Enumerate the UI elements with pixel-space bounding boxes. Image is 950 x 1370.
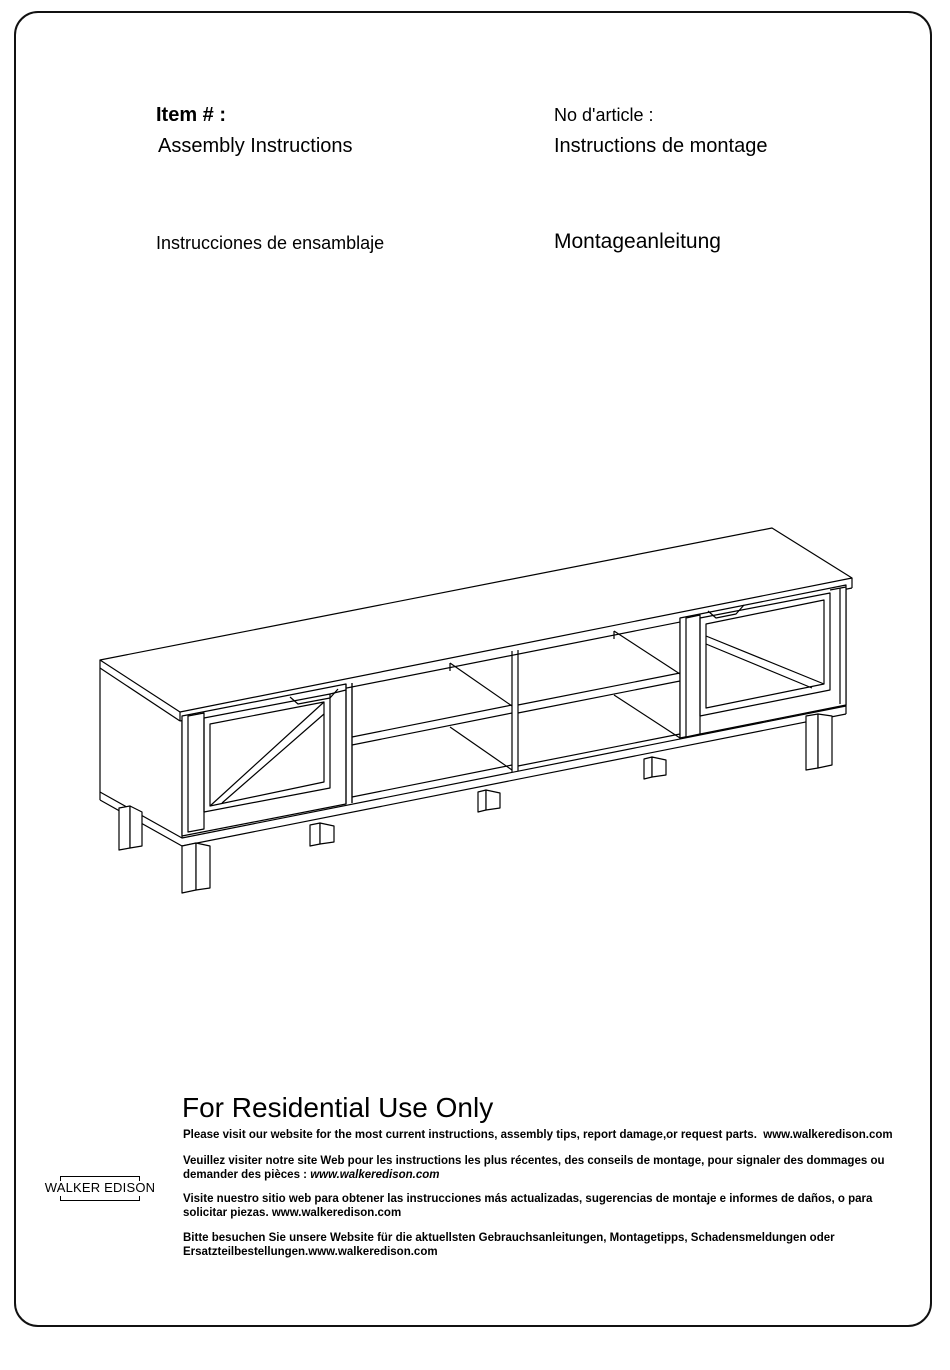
spanish-website-note [183,1192,913,1220]
english-text: Please visit our website for the most current instructions, assembly tips, report damage,or request parts. [183,1129,757,1141]
montageanleitung-title: Montageanleitung [554,230,721,253]
french-text: Veuillez visiter notre site Web pour les instructions les plus récentes, des conseils de montage, pour signaler des dommages ou demander des pièces : [183,1155,885,1181]
spanish-url-link[interactable]: www.walkeredison.com [271,1207,402,1219]
assembly-instructions-title: Assembly Instructions [158,135,353,157]
spanish-text: Visite nuestro sitio web para obtener las instrucciones más actualizadas, sugerencias de montaje e informes de daños, o para solicitar piezas. [183,1193,873,1219]
french-url-link[interactable]: www.walkeredison.com [310,1169,440,1181]
logo-text: WALKER EDISON [44,1180,156,1195]
walker-edison-logo [40,1172,160,1202]
french-website-note [183,1154,913,1182]
german-url-link[interactable]: www.walkeredison.com [308,1246,438,1258]
instructions-montage-title: Instructions de montage [554,135,768,157]
residential-use-title: For Residential Use Only [182,1092,494,1123]
german-website-note [183,1231,913,1259]
english-url-link[interactable]: www.walkeredison.com [763,1129,893,1141]
logo-bottom-bracket [60,1196,140,1201]
german-text: Bitte besuchen Sie unsere Website für die aktuellsten Gebrauchsanleitungen, Montagetipps, Schadensmeldungen oder Ersatzteilbestellungen. [183,1232,835,1258]
instrucciones-ensamblaje-title: Instrucciones de ensamblaje [156,233,385,253]
item-number-label: Item # : [156,104,227,126]
english-website-note [183,1128,913,1142]
article-number-label: No d'article : [554,105,654,125]
